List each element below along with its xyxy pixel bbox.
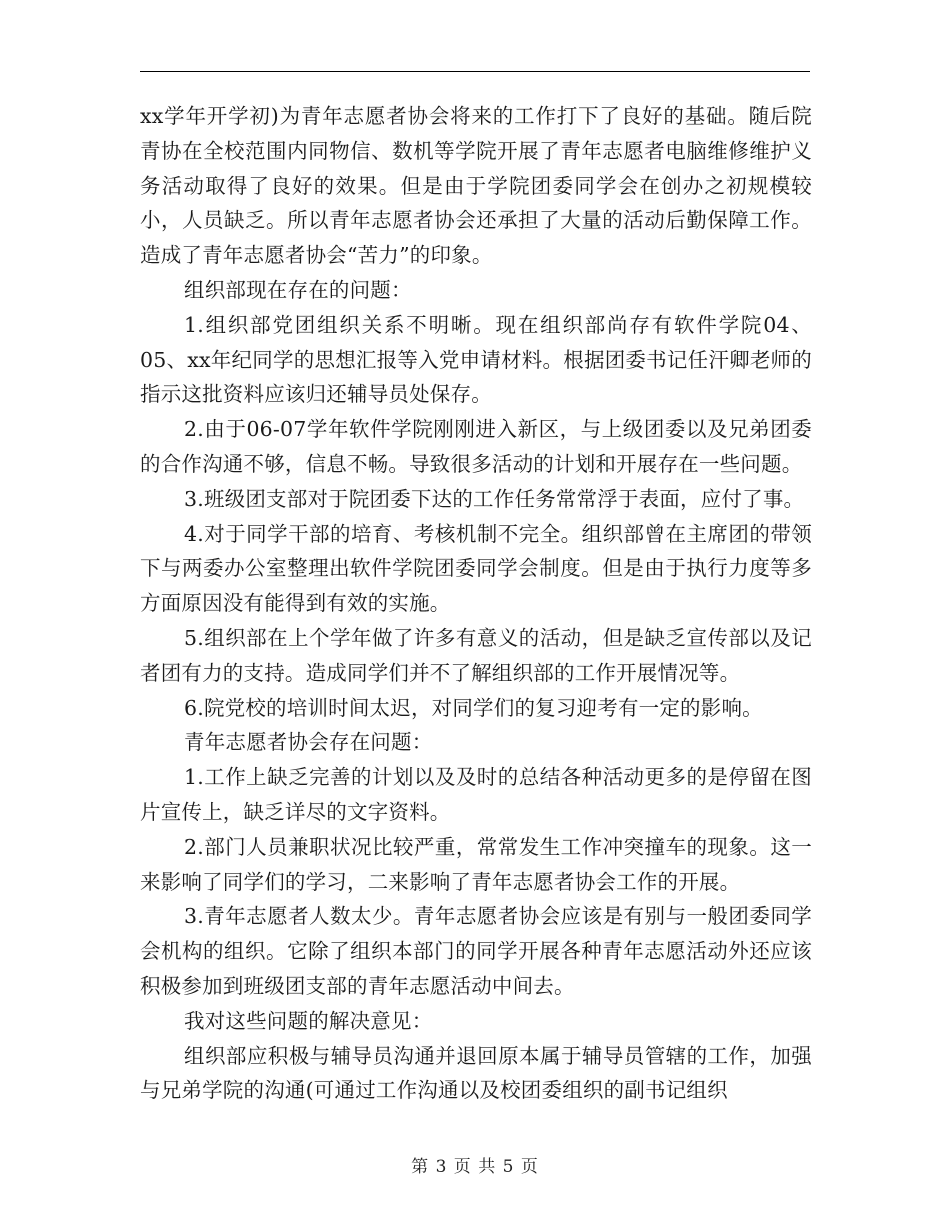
header-rule <box>140 71 810 72</box>
section-heading: 我对这些问题的解决意见： <box>184 1008 433 1033</box>
section-heading: 组织部现在存在的问题： <box>184 277 412 302</box>
paragraph: 组织部应积极与辅导员沟通并退回原本属于辅导员管辖的工作，加强与兄弟学院的沟通(可通过工作沟通以及校团委组织的副书记组织 <box>140 1043 812 1103</box>
paragraph: 2.部门人员兼职状况比较严重，常常发生工作冲突撞车的现象。这一来影响了同学们的学习，二来影响了青年志愿者协会工作的开展。 <box>140 834 812 894</box>
paragraph: 2.由于06-07学年软件学院刚刚进入新区，与上级团委以及兄弟团委的合作沟通不够，信息不畅。导致很多活动的计划和开展存在一些问题。 <box>140 417 812 476</box>
section-heading: 青年志愿者协会存在问题： <box>184 730 433 755</box>
paragraph: 1.工作上缺乏完善的计划以及及时的总结各种活动更多的是停留在图片宣传上，缺乏详尽的文字资料。 <box>140 765 812 824</box>
paragraph: 3.青年志愿者人数太少。青年志愿者协会应该是有别与一般团委同学会机构的组织。它除了组织本部门的同学开展各种青年志愿活动外还应该积极参加到班级团支部的青年志愿活动中间去。 <box>140 904 812 998</box>
paragraph: xx学年开学初)为青年志愿者协会将来的工作打下了良好的基础。随后院青协在全校范围内同物信、数机等学院开展了青年志愿者电脑维修维护义务活动取得了良好的效果。但是由于学院团委同学会在创办之初规模较小，人员缺乏。所以青年志愿者协会还承担了大量的活动后勤保障工作。造成了青年志愿者协会“苦力”的印象。 <box>140 104 812 268</box>
paragraph: 1.组织部党团组织关系不明晰。现在组织部尚存有软件学院04、05、xx年纪同学的思想汇报等入党申请材料。根据团委书记任汗卿老师的指示这批资料应该归还辅导员处保存。 <box>140 312 812 407</box>
paragraph: 4.对于同学干部的培育、考核机制不完全。组织部曾在主席团的带领下与两委办公室整理出软件学院团委同学会制度。但是由于执行力度等多方面原因没有能得到有效的实施。 <box>140 521 812 616</box>
paragraph: 6.院党校的培训时间太迟，对同学们的复习迎考有一定的影响。 <box>184 695 763 720</box>
paragraph: 5.组织部在上个学年做了许多有意义的活动，但是缺乏宣传部以及记者团有力的支持。造成同学们并不了解组织部的工作开展情况等。 <box>140 625 812 685</box>
document-body <box>140 99 812 1108</box>
page-footer: 第 3 页 共 5 页 <box>411 1157 539 1177</box>
paragraph: 3.班级团支部对于院团委下达的工作任务常常浮于表面，应付了事。 <box>184 486 805 511</box>
